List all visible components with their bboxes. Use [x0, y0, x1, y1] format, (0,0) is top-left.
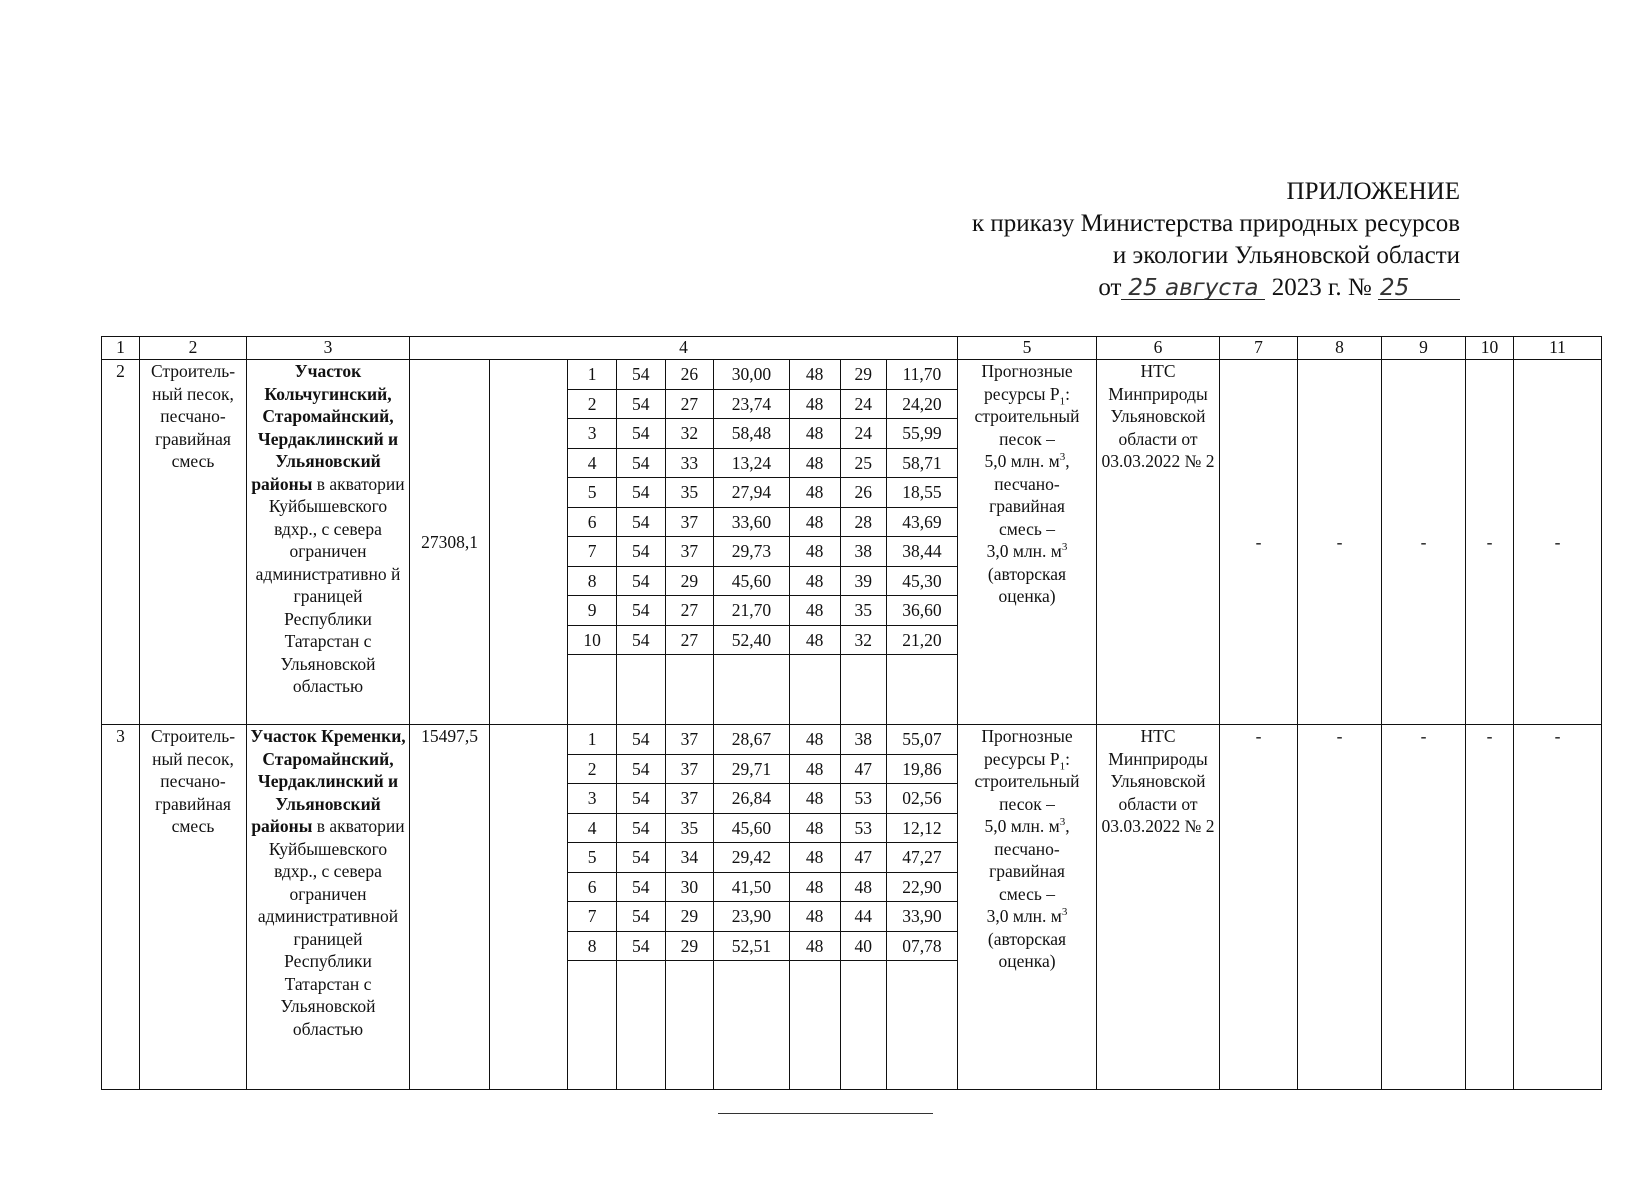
- lat-seconds: 26,84: [714, 784, 789, 814]
- lat-minutes: 29: [665, 566, 714, 596]
- lon-seconds: 19,86: [886, 754, 957, 784]
- coordinate-row: [490, 725, 957, 754]
- mineral-type: Строитель-ный песок, песчано-гравийная смесь: [140, 360, 247, 725]
- coordinate-filler-cell: [616, 655, 665, 725]
- point-number: 10: [568, 625, 617, 655]
- lat-seconds: 29,42: [714, 843, 789, 873]
- resources-text: ресурсы Р: [984, 383, 1060, 404]
- resources-line: [960, 748, 1094, 771]
- column-9-value: -: [1382, 725, 1466, 1090]
- coordinate-spacer: [490, 843, 568, 873]
- column-7-value: -: [1220, 725, 1298, 1090]
- lon-degrees: 48: [789, 478, 840, 508]
- resources-line: [960, 360, 1094, 383]
- lat-minutes: 29: [665, 902, 714, 932]
- coordinate-spacer: [490, 725, 568, 754]
- point-number: 1: [568, 725, 617, 754]
- coordinate-row: [490, 754, 957, 784]
- lon-minutes: 35: [840, 596, 886, 626]
- lat-degrees: 54: [616, 784, 665, 814]
- coordinate-row: [490, 507, 957, 537]
- approval-document: НТС Минприроды Ульяновской области от 03.03.2022 № 2: [1097, 725, 1220, 1090]
- resources-estimate: [958, 360, 1097, 725]
- lat-degrees: 54: [616, 537, 665, 567]
- lat-minutes: 37: [665, 725, 714, 754]
- resources-text: оценка): [998, 951, 1056, 971]
- row-number: 3: [102, 725, 140, 1090]
- site-area: 15497,5: [410, 725, 490, 1090]
- coordinate-row: [490, 931, 957, 961]
- point-number: 3: [568, 784, 617, 814]
- lat-degrees: 54: [616, 902, 665, 932]
- approval-document: НТС Минприроды Ульяновской области от 03.03.2022 № 2: [1097, 360, 1220, 725]
- lon-seconds: 12,12: [886, 813, 957, 843]
- resources-line: [960, 815, 1094, 838]
- lon-seconds: 22,90: [886, 872, 957, 902]
- lon-minutes: 28: [840, 507, 886, 537]
- resources-text: ,: [1065, 816, 1070, 836]
- lon-minutes: 39: [840, 566, 886, 596]
- site-description: [247, 725, 410, 1090]
- resources-text: 3,0 млн. м: [986, 541, 1062, 561]
- lon-degrees: 48: [789, 389, 840, 419]
- lon-minutes: 29: [840, 360, 886, 389]
- resources-text: песчано-: [994, 838, 1060, 859]
- lon-seconds: 07,78: [886, 931, 957, 961]
- point-number: 7: [568, 902, 617, 932]
- coordinate-filler-cell: [886, 961, 957, 1090]
- coordinate-spacer: [490, 478, 568, 508]
- lon-minutes: 53: [840, 784, 886, 814]
- lon-degrees: 48: [789, 360, 840, 389]
- lon-minutes: 25: [840, 448, 886, 478]
- lat-degrees: 54: [616, 448, 665, 478]
- coordinate-row: [490, 537, 957, 567]
- lat-minutes: 27: [665, 389, 714, 419]
- resources-text: строительный: [974, 406, 1080, 426]
- column-number: 2: [140, 337, 247, 360]
- lat-seconds: 45,60: [714, 813, 789, 843]
- lat-minutes: 34: [665, 843, 714, 873]
- coordinate-spacer: [490, 537, 568, 567]
- table-row: [102, 360, 1602, 725]
- lat-degrees: 54: [616, 419, 665, 449]
- resources-line: [960, 563, 1094, 586]
- lat-seconds: 30,00: [714, 360, 789, 389]
- coordinate-row: [490, 902, 957, 932]
- coordinate-filler-cell: [840, 655, 886, 725]
- coordinate-filler-cell: [665, 961, 714, 1090]
- column-9-value: -: [1382, 360, 1466, 725]
- resources-line: [960, 473, 1094, 496]
- coordinate-spacer: [490, 813, 568, 843]
- coordinate-spacer: [490, 902, 568, 932]
- lat-minutes: 29: [665, 931, 714, 961]
- lat-seconds: 52,51: [714, 931, 789, 961]
- point-number: 4: [568, 813, 617, 843]
- resources-text: смесь –: [999, 883, 1055, 904]
- lat-degrees: 54: [616, 725, 665, 754]
- resources-line: [960, 450, 1094, 473]
- lat-minutes: 27: [665, 596, 714, 626]
- column-number: 1: [102, 337, 140, 360]
- coordinate-row: [490, 625, 957, 655]
- coordinate-row: [490, 389, 957, 419]
- resources-superscript: 3: [1061, 906, 1068, 919]
- coordinate-row: [490, 360, 957, 389]
- lon-degrees: 48: [789, 537, 840, 567]
- lat-seconds: 23,90: [714, 902, 789, 932]
- column-10-value: -: [1466, 360, 1514, 725]
- lat-seconds: 21,70: [714, 596, 789, 626]
- coordinate-filler-row: [490, 961, 957, 1090]
- resources-subscript: 1: [1059, 760, 1066, 772]
- resources-estimate: [958, 725, 1097, 1090]
- resources-text: 3,0 млн. м: [986, 906, 1062, 926]
- coordinate-filler-cell: [714, 655, 789, 725]
- column-number: 6: [1097, 337, 1220, 360]
- resources-line: [960, 793, 1094, 816]
- coordinate-row: [490, 843, 957, 873]
- lat-seconds: 45,60: [714, 566, 789, 596]
- appendix-title: ПРИЛОЖЕНИЕ: [1286, 178, 1460, 205]
- point-number: 8: [568, 566, 617, 596]
- appendix-subtitle-line2: и экологии Ульяновской области: [1112, 242, 1460, 269]
- lat-minutes: 37: [665, 784, 714, 814]
- order-year-text: 2023 г. №: [1271, 274, 1372, 301]
- resources-text: 5,0 млн. м: [984, 451, 1060, 471]
- lon-minutes: 53: [840, 813, 886, 843]
- lat-minutes: 26: [665, 360, 714, 389]
- coordinates-table: [490, 725, 957, 1089]
- lon-degrees: 48: [789, 872, 840, 902]
- lon-minutes: 32: [840, 625, 886, 655]
- resources-superscript: 3: [1061, 541, 1068, 554]
- lat-seconds: 27,94: [714, 478, 789, 508]
- lon-minutes: 47: [840, 754, 886, 784]
- resources-text: песчано-: [994, 473, 1060, 494]
- lat-seconds: 52,40: [714, 625, 789, 655]
- coordinate-row: [490, 448, 957, 478]
- mineral-type: Строитель-ный песок, песчано-гравийная смесь: [140, 725, 247, 1090]
- coordinate-filler-cell: [789, 655, 840, 725]
- coordinates-table: [490, 360, 957, 724]
- lat-minutes: 37: [665, 754, 714, 784]
- lon-minutes: 40: [840, 931, 886, 961]
- lat-degrees: 54: [616, 931, 665, 961]
- coordinate-spacer: [490, 448, 568, 478]
- column-number: 3: [247, 337, 410, 360]
- footer-separator-line: [718, 1113, 933, 1114]
- lon-seconds: 55,07: [886, 725, 957, 754]
- lon-minutes: 26: [840, 478, 886, 508]
- coordinate-filler-cell: [616, 961, 665, 1090]
- lat-degrees: 54: [616, 478, 665, 508]
- coordinate-filler-cell: [840, 961, 886, 1090]
- lat-degrees: 54: [616, 813, 665, 843]
- column-number: 11: [1514, 337, 1602, 360]
- coordinate-spacer: [490, 566, 568, 596]
- point-number: 8: [568, 931, 617, 961]
- point-number: 2: [568, 389, 617, 419]
- lon-seconds: 36,60: [886, 596, 957, 626]
- column-8-value: -: [1298, 360, 1382, 725]
- lon-degrees: 48: [789, 419, 840, 449]
- column-number: 7: [1220, 337, 1298, 360]
- coordinate-spacer: [490, 872, 568, 902]
- lon-degrees: 48: [789, 813, 840, 843]
- coordinates-cell: [490, 725, 958, 1090]
- order-date-prefix: от: [1098, 274, 1122, 301]
- coordinate-spacer: [490, 389, 568, 419]
- resources-text: ,: [1065, 451, 1070, 471]
- point-number: 4: [568, 448, 617, 478]
- lat-degrees: 54: [616, 754, 665, 784]
- lon-seconds: 58,71: [886, 448, 957, 478]
- lon-degrees: 48: [789, 843, 840, 873]
- resources-text: Прогнозные: [981, 361, 1073, 381]
- coordinate-filler-cell: [714, 961, 789, 1090]
- lon-degrees: 48: [789, 625, 840, 655]
- coordinate-spacer: [490, 625, 568, 655]
- coordinate-filler-cell: [490, 655, 568, 725]
- site-area: 27308,1: [410, 360, 490, 725]
- resources-line: [960, 905, 1094, 928]
- lat-seconds: 23,74: [714, 389, 789, 419]
- lon-seconds: 02,56: [886, 784, 957, 814]
- coordinate-spacer: [490, 507, 568, 537]
- lat-seconds: 29,73: [714, 537, 789, 567]
- resources-text: песок –: [999, 428, 1055, 449]
- lat-degrees: 54: [616, 566, 665, 596]
- lat-degrees: 54: [616, 625, 665, 655]
- lat-degrees: 54: [616, 507, 665, 537]
- lat-minutes: 37: [665, 507, 714, 537]
- lon-seconds: 18,55: [886, 478, 957, 508]
- resources-text: Прогнозные: [981, 726, 1073, 746]
- coordinate-filler-cell: [665, 655, 714, 725]
- lon-seconds: 45,30: [886, 566, 957, 596]
- lon-degrees: 48: [789, 902, 840, 932]
- lon-degrees: 48: [789, 596, 840, 626]
- coordinate-spacer: [490, 360, 568, 389]
- lat-seconds: 29,71: [714, 754, 789, 784]
- column-7-value: -: [1220, 360, 1298, 725]
- sites-table: [101, 336, 1602, 1090]
- lat-minutes: 35: [665, 478, 714, 508]
- site-location: в акватории Куйбышевского вдхр., с севера ограничен административной границей Республики Татарстан с Ульяновской областью: [257, 816, 405, 1039]
- resources-text: гравийная: [989, 496, 1065, 516]
- lat-minutes: 35: [665, 813, 714, 843]
- lat-degrees: 54: [616, 872, 665, 902]
- column-number: 5: [958, 337, 1097, 360]
- column-number: 4: [410, 337, 958, 360]
- site-description: [247, 360, 410, 725]
- point-number: 3: [568, 419, 617, 449]
- point-number: 6: [568, 507, 617, 537]
- coordinate-spacer: [490, 931, 568, 961]
- resources-text: (авторская: [987, 563, 1067, 584]
- coordinate-row: [490, 566, 957, 596]
- coordinate-filler-cell: [789, 961, 840, 1090]
- resources-text: :: [1065, 748, 1070, 769]
- coordinate-row: [490, 419, 957, 449]
- lon-seconds: 43,69: [886, 507, 957, 537]
- column-number-row: [102, 337, 1602, 360]
- lon-seconds: 55,99: [886, 419, 957, 449]
- coordinate-row: [490, 784, 957, 814]
- coordinates-cell: [490, 360, 958, 725]
- resources-line: [960, 518, 1094, 541]
- column-8-value: -: [1298, 725, 1382, 1090]
- column-10-value: -: [1466, 725, 1514, 1090]
- lon-seconds: 47,27: [886, 843, 957, 873]
- lat-minutes: 32: [665, 419, 714, 449]
- lat-minutes: 30: [665, 872, 714, 902]
- point-number: 5: [568, 478, 617, 508]
- lat-seconds: 13,24: [714, 448, 789, 478]
- lon-seconds: 33,90: [886, 902, 957, 932]
- resources-line: [960, 928, 1094, 951]
- resources-text: оценка): [998, 586, 1056, 606]
- point-number: 1: [568, 360, 617, 389]
- lat-minutes: 37: [665, 537, 714, 567]
- lon-minutes: 24: [840, 419, 886, 449]
- lon-seconds: 38,44: [886, 537, 957, 567]
- lat-seconds: 33,60: [714, 507, 789, 537]
- resources-line: [960, 770, 1094, 793]
- coordinate-filler-row: [490, 655, 957, 725]
- lon-minutes: 38: [840, 537, 886, 567]
- resources-line: [960, 405, 1094, 428]
- resources-line: [960, 838, 1094, 861]
- lon-minutes: 24: [840, 389, 886, 419]
- site-name: Участок Кольчугинский, Старомайнский, Чердаклинский и Ульяновский районы: [251, 361, 399, 494]
- coordinate-filler-cell: [490, 961, 568, 1090]
- resources-line: [960, 860, 1094, 883]
- resources-line: [960, 950, 1094, 973]
- point-number: 9: [568, 596, 617, 626]
- resources-text: песок –: [999, 793, 1055, 814]
- resources-superscript: 3: [1059, 451, 1066, 464]
- resources-text: смесь –: [999, 518, 1055, 539]
- point-number: 5: [568, 843, 617, 873]
- lon-seconds: 11,70: [886, 360, 957, 389]
- order-date-handwritten: 25 августа: [1121, 277, 1265, 300]
- resources-text: строительный: [974, 771, 1080, 791]
- coordinate-row: [490, 813, 957, 843]
- lon-degrees: 48: [789, 566, 840, 596]
- column-number: 9: [1382, 337, 1466, 360]
- row-number: 2: [102, 360, 140, 725]
- resources-line: [960, 428, 1094, 451]
- coordinate-spacer: [490, 419, 568, 449]
- resources-line: [960, 585, 1094, 608]
- document-header: [972, 176, 1460, 304]
- lon-degrees: 48: [789, 931, 840, 961]
- lat-minutes: 27: [665, 625, 714, 655]
- lat-seconds: 41,50: [714, 872, 789, 902]
- coordinate-row: [490, 872, 957, 902]
- order-number-handwritten: 25: [1378, 277, 1460, 300]
- resources-line: [960, 383, 1094, 406]
- resources-superscript: 3: [1059, 816, 1066, 829]
- order-date-line: [972, 272, 1460, 304]
- lon-degrees: 48: [789, 784, 840, 814]
- point-number: 6: [568, 872, 617, 902]
- column-number: 8: [1298, 337, 1382, 360]
- lat-minutes: 33: [665, 448, 714, 478]
- point-number: 7: [568, 537, 617, 567]
- lon-seconds: 24,20: [886, 389, 957, 419]
- lat-degrees: 54: [616, 360, 665, 389]
- lat-degrees: 54: [616, 843, 665, 873]
- resources-text: :: [1065, 383, 1070, 404]
- lat-seconds: 58,48: [714, 419, 789, 449]
- lon-minutes: 47: [840, 843, 886, 873]
- site-name: Участок Кременки, Старомайнский, Чердаклинский и Ульяновский районы: [250, 726, 406, 836]
- lon-minutes: 44: [840, 902, 886, 932]
- column-number: 10: [1466, 337, 1514, 360]
- coordinate-spacer: [490, 784, 568, 814]
- coordinate-spacer: [490, 596, 568, 626]
- resources-text: гравийная: [989, 861, 1065, 881]
- coordinate-filler-cell: [568, 961, 617, 1090]
- resources-line: [960, 540, 1094, 563]
- coordinate-filler-cell: [886, 655, 957, 725]
- column-11-value: -: [1514, 360, 1602, 725]
- coordinate-row: [490, 478, 957, 508]
- column-11-value: -: [1514, 725, 1602, 1090]
- resources-text: 5,0 млн. м: [984, 816, 1060, 836]
- lon-minutes: 48: [840, 872, 886, 902]
- point-number: 2: [568, 754, 617, 784]
- resources-subscript: 1: [1059, 395, 1066, 407]
- lon-degrees: 48: [789, 754, 840, 784]
- resources-text: (авторская: [987, 928, 1067, 949]
- coordinate-spacer: [490, 754, 568, 784]
- lon-seconds: 21,20: [886, 625, 957, 655]
- resources-line: [960, 883, 1094, 906]
- table-row: [102, 725, 1602, 1090]
- site-location: в акватории Куйбышевского вдхр., с севера ограничен административно й границей Республики Татарстан с Ульяновской областью: [255, 473, 405, 696]
- appendix-subtitle-line1: к приказу Министерства природных ресурсов: [971, 210, 1460, 237]
- resources-text: ресурсы Р: [984, 748, 1060, 769]
- lon-minutes: 38: [840, 725, 886, 754]
- resources-line: [960, 495, 1094, 518]
- coordinate-row: [490, 596, 957, 626]
- coordinate-filler-cell: [568, 655, 617, 725]
- lon-degrees: 48: [789, 507, 840, 537]
- lat-degrees: 54: [616, 596, 665, 626]
- lon-degrees: 48: [789, 448, 840, 478]
- resources-line: [960, 725, 1094, 748]
- lon-degrees: 48: [789, 725, 840, 754]
- lat-seconds: 28,67: [714, 725, 789, 754]
- lat-degrees: 54: [616, 389, 665, 419]
